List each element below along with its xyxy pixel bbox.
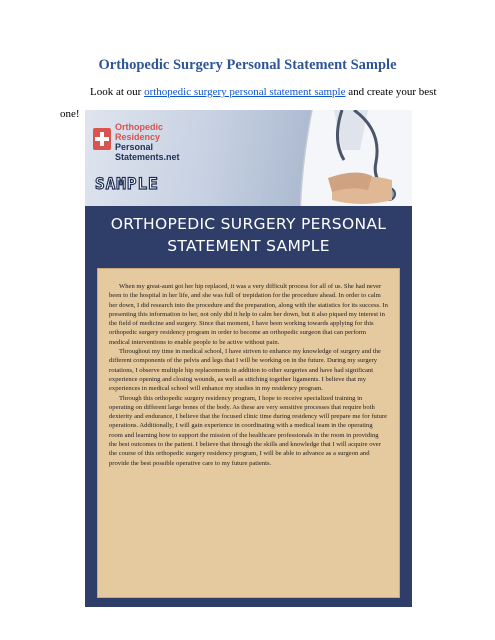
intro-wrap-text: one! [60,108,80,120]
intro-text-end: and create your best [345,86,437,98]
banner-line-2: STATEMENT SAMPLE [167,237,330,255]
statement-paragraph: Throughout my time in medical school, I have striven to enhance my knowledge of surgery and the different components of the pelvis and legs that I will be working on in the future. During my surgery rotations, I observe multiple hip replacements in addition to other surgeries and have had significant experience opening and closing wounds, as well as stitching together ligaments. I believe that my experiences in medical school will enhance my studies in my residency program. [109,348,381,393]
intro-text-start: Look at our [90,86,145,98]
medical-cross-icon [93,128,111,150]
statement-paragraph: Through this orthopedic surgery residency program, I hope to receive specialized training in operating on different large bones of the body. As these are very sensitive processes that require both dexterity and endurance, I believe that the focused clinic time during residency will prepare me for future operations. Additionally, I will gain experience in coordinating with a medical team in the operating room and learning how to support the mission of the healthcare professionals in the room in providing the best outcomes to the patient. I believe that through the skills and knowledge that I will acquire over the course of this orthopedic surgery residency program, I will be able to advance as a surgeon and provide the best possible operative care to my future patients. [109,394,388,467]
logo-line: Residency [115,132,161,142]
intro-paragraph [60,81,438,103]
sample-link[interactable]: orthopedic surgery personal statement sample [144,86,346,98]
site-logo [93,122,180,162]
logo-line: Orthopedic [115,122,164,132]
poster-hero [85,110,412,213]
logo-line: Statements.net [115,152,180,162]
sample-label: SAMPLE [95,174,159,193]
statement-paragraph: When my great-aunt got her hip replaced, it was a very difficult process for all of us. She had never been to the hospital in her life, and she was full of trepidation for the procedure ahead. In order to calm her down, I did research into the procedure and the preparation, along with the statistics for its success. In presenting this information to her, not only did it help to calm her down, but it also piqued my interest in the field of medicine and surgery. Since that moment, I have been working towards applying for this orthopedic surgery residency program in order to become an orthopedic surgeon that can perform medical interventions to enable people to be active without pain. [109,283,388,346]
poster-banner [85,206,412,268]
statement-card [97,268,400,598]
doctor-illustration [272,110,412,213]
document-title: Orthopedic Surgery Personal Statement Sample [98,57,397,73]
banner-line-1: ORTHOPEDIC SURGERY PERSONAL [110,215,387,233]
logo-line: Personal [115,142,154,152]
sample-poster-image [85,110,412,607]
